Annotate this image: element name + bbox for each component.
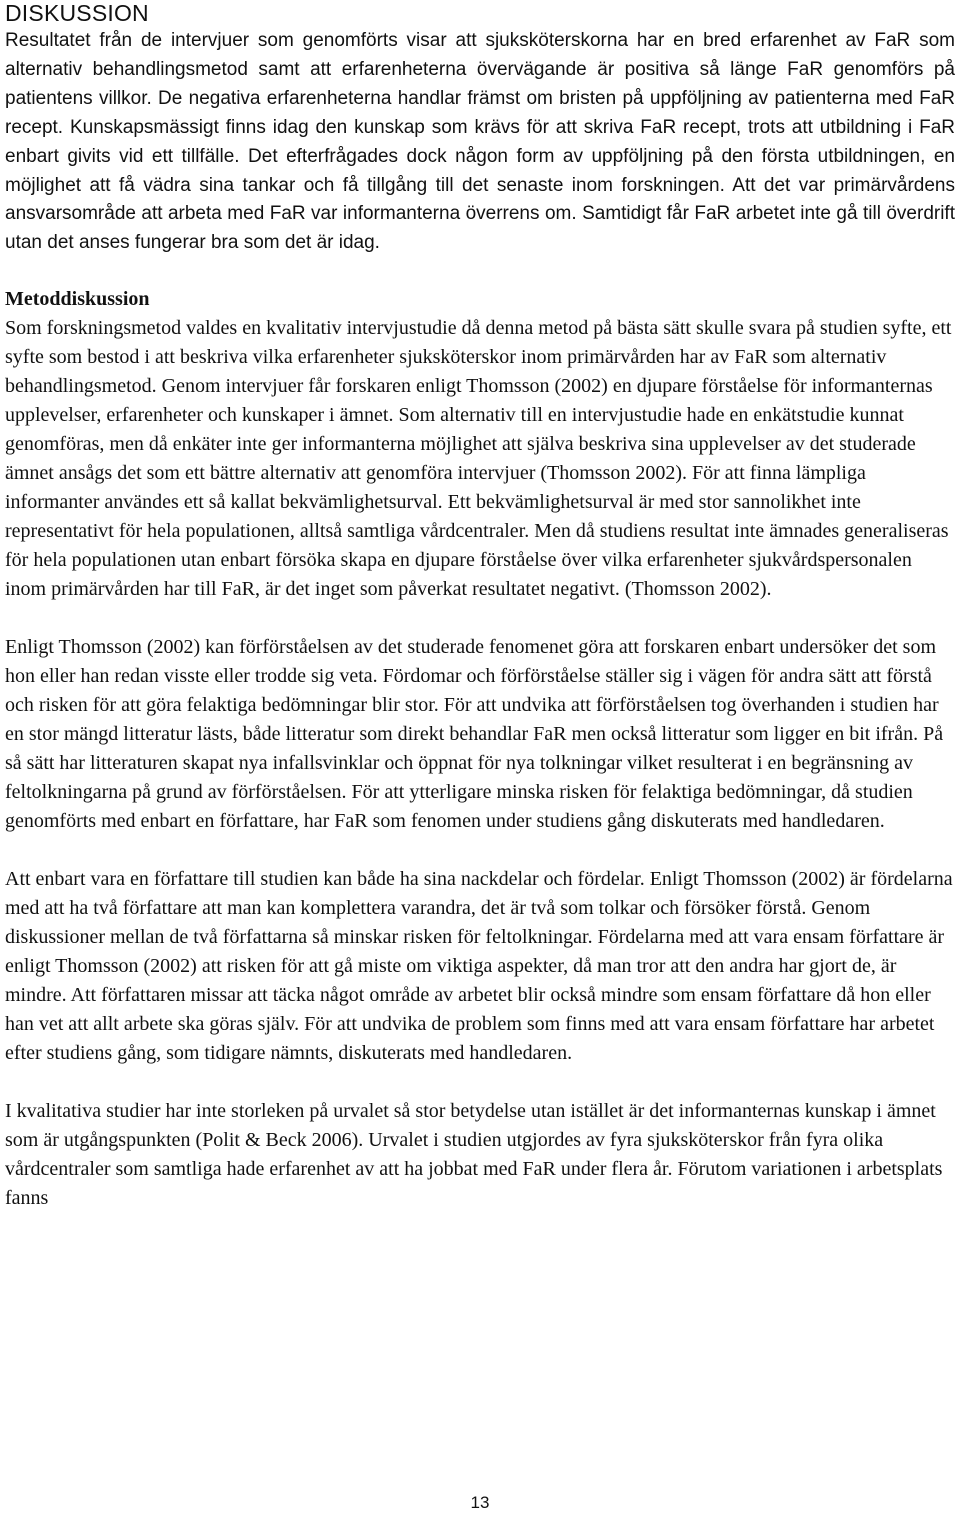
paragraph-4: I kvalitativa studier har inte storleken på urvalet så stor betydelse utan istället är det informanternas kunskap i ämnet som är utgångspunkten (Polit & Beck 2006). Urvalet i studien utgjordes av fyra sjuksköterskor från fyra olika vårdcentraler som samtliga hade erfarenhet av att ha jobbat med FaR under flera år. Förutom variationen i arbetsplats fanns xyxy=(5,1100,943,1210)
document-page xyxy=(5,0,955,1213)
page-number: 13 xyxy=(470,1493,490,1512)
paragraph-3: Att enbart vara en författare till studien kan både ha sina nackdelar och fördelar. Enligt Thomsson (2002) är fördelarna med att ha två författare att man kan komplettera varandra, det är två som tolkar och försöker förstå. Genom diskussioner mellan de två författarna så minskar risken för feltolkningar. Fördelarna med att vara ensam författare är enligt Thomsson (2002) att risken för att gå miste om viktiga aspekter, då man tror att den andra har gjort de, är mindre. Att författaren missar att täcka något område av arbetet blir också mindre som ensam författare då hon eller han vet att allt arbete ska göras själv. För att undvika de problem som finns med att vara ensam författare har arbetet efter studiens gång, som tidigare nämnts, diskuterats med handledaren. xyxy=(5,868,953,1065)
paragraph-2: Enligt Thomsson (2002) kan förförståelsen av det studerade fenomenet göra att forskaren enbart undersöker det som hon eller han redan visste eller trodde sig veta. Fördomar och förförståelse ställer sig i vägen för andra sätt att förstå och risken för att göra felaktiga bedömningar blir stor. För att undvika att förförståelsen tog överhanden i studien har en stor mängd litteratur lästs, både litteratur som direkt behandlar FaR men också litteratur som ligger en bit ifrån. På så sätt har litteraturen skapat nya infallsvinklar och öppnat för nya tolkningar vilket resulterat i en begränsning av feltolkningarna på grund av förförståelsen. För att ytterligare minska risken för felaktiga bedömningar, då studien genomförts med enbart en författare, har FaR som fenomen under studiens gång diskuterats med handledaren. xyxy=(5,636,944,833)
section-heading: DISKUSSION xyxy=(5,0,149,26)
subheading-metoddiskussion: Metoddiskussion xyxy=(5,288,150,311)
intro-paragraph: Resultatet från de intervjuer som genomförts visar att sjuksköterskorna har en bred erfarenhet av FaR som alternativ behandlingsmetod samt att erfarenheterna övervägande är positiva så länge FaR genomförs på patientens villkor. De negativa erfarenheterna handlar främst om bristen på uppföljning av patienterna med FaR recept. Kunskapsmässigt finns idag den kunskap som krävs för att skriva FaR recept, trots att utbildning i FaR enbart givits vid ett tillfälle. Det efterfrågades dock någon form av uppföljning på den första utbildningen, en möjlighet att få vädra sina tankar och få tillgång till det senaste inom forskningen. Att det var primärvårdens ansvarsområde att arbeta med FaR var informanterna överrens om. Samtidigt får FaR arbetet inte gå till överdrift utan det anses fungerar bra som det är idag. xyxy=(5,30,955,254)
paragraph-1: Som forskningsmetod valdes en kvalitativ intervjustudie då denna metod på bästa sätt skulle svara på studien syfte, ett syfte som bestod i att beskriva vilka erfarenheter sjuksköterskor inom primärvården har av FaR som alternativ behandlingsmetod. Genom intervjuer får forskaren enligt Thomsson (2002) en djupare förståelse för informanternas upplevelser, erfarenheter och kunskaper i ämnet. Som alternativ till en intervjustudie hade en enkätstudie kunnat genomföras, men då enkäter inte ger informanterna möjlighet att själva beskriva sina upplevelser av det studerade ämnet ansågs det som ett bättre alternativ att genomföra intervjuer (Thomsson 2002). För att finna lämpliga informanter användes ett så kallat bekvämlighetsurval. Ett bekvämlighetsurval är med stor sannolikhet inte representativt för hela populationen, alltså samtliga vårdcentraler. Men då studiens resultat inte ämnades generaliseras för hela populationen utan enbart försöka skapa en djupare förståelse över vilka erfarenheter sjukvårdspersonalen inom primärvården har till FaR, är det inget som påverkat resultatet negativt. (Thomsson 2002). xyxy=(5,317,952,601)
